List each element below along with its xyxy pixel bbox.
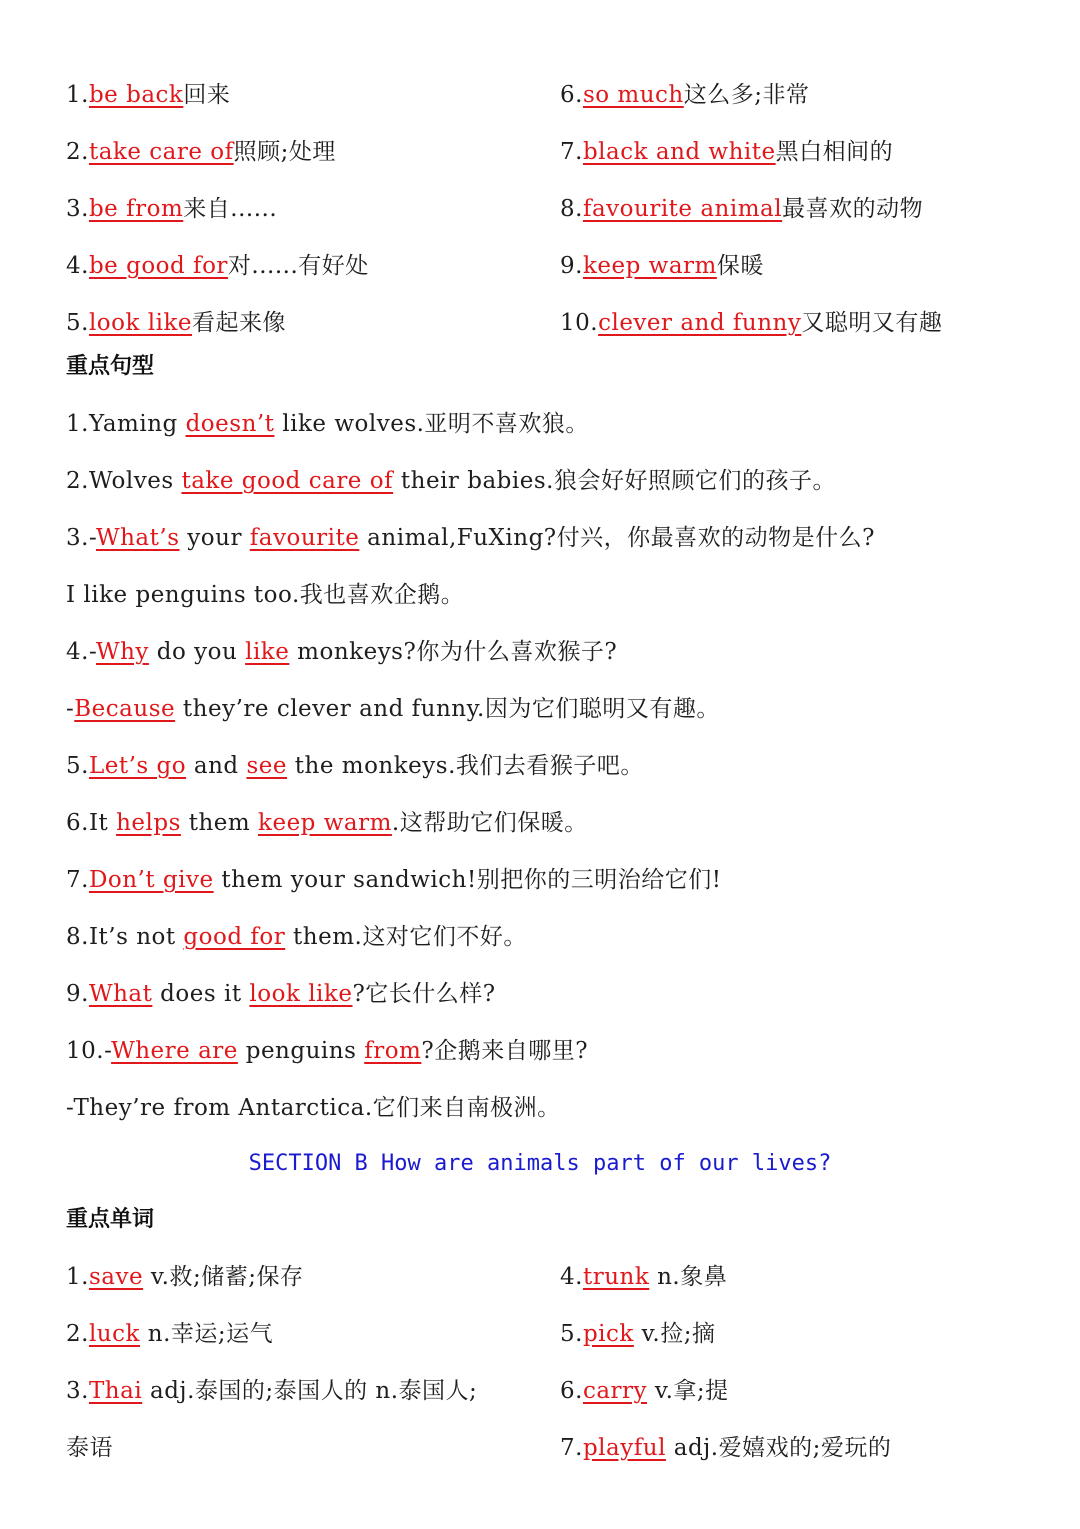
- sentence-line: [66, 1093, 561, 1123]
- sentence-line: [66, 694, 720, 724]
- sentence-text: ?它长什么样?: [352, 981, 496, 1007]
- section-title: SECTION B How are animals part of our lives?: [248, 1151, 832, 1176]
- sentence-text: their babies.狼会好好照顾它们的孩子。: [393, 468, 836, 494]
- sentence-text: monkeys?你为什么喜欢猴子?: [289, 639, 618, 665]
- sentence-text: 4.-: [66, 639, 96, 665]
- answer-text: What: [88, 981, 153, 1007]
- sentence-line: [66, 580, 464, 610]
- sentence-text: 10.-: [66, 1038, 112, 1064]
- phrase-item: 4.be good for对......有好处: [66, 253, 369, 279]
- sentence-text: 8.It’s not: [66, 924, 184, 950]
- answer-text: helps: [116, 810, 181, 836]
- sentence-line: [66, 637, 617, 667]
- sentence-text: 6.It: [66, 810, 117, 836]
- phrase-item: 7.black and white黑白相间的: [560, 139, 894, 165]
- word-item-continuation: 泰语: [66, 1435, 113, 1461]
- sentence-heading: 重点句型: [66, 354, 155, 379]
- word-item: 3.Thai adj.泰国的;泰国人的 n.泰国人;: [66, 1378, 478, 1404]
- phrase-item: 6.so much这么多;非常: [560, 82, 810, 108]
- answer-text: Because: [74, 696, 176, 722]
- sentence-text: I like penguins too.我也喜欢企鹅。: [66, 582, 465, 608]
- sentence-text: 7.: [66, 867, 89, 893]
- sentence-text: penguins: [237, 1038, 365, 1064]
- sentence-text: the monkeys.我们去看猴子吧。: [286, 753, 644, 779]
- sentence-line: [66, 751, 644, 781]
- sentence-text: like wolves.亚明不喜欢狼。: [274, 411, 589, 437]
- sentence-text: they’re clever and funny.因为它们聪明又有趣。: [175, 696, 720, 722]
- sentence-text: -They’re from Antarctica.它们来自南极洲。: [66, 1095, 561, 1121]
- sentence-line: [66, 865, 721, 895]
- word-item: 5.pick v.捡;摘: [560, 1321, 716, 1347]
- answer-text: take good care of: [181, 468, 394, 494]
- answer-text: look like: [249, 981, 353, 1007]
- sentence-text: animal,FuXing?付兴，你最喜欢的动物是什么?: [359, 525, 875, 551]
- sentence-text: ?企鹅来自哪里?: [421, 1038, 589, 1064]
- word-item: 4.trunk n.象鼻: [560, 1264, 728, 1290]
- sentence-text: your: [179, 525, 250, 551]
- answer-text: Where are: [111, 1038, 238, 1064]
- sentence-text: and: [186, 753, 247, 779]
- answer-text: Don’t give: [88, 867, 214, 893]
- phrase-item: 2.take care of照顾;处理: [66, 139, 336, 165]
- word-item: 1.save v.救;储蓄;保存: [66, 1264, 304, 1290]
- sentence-line: [66, 808, 588, 838]
- sentence-text: do you: [148, 639, 246, 665]
- sentence-text: 9.: [66, 981, 89, 1007]
- phrase-item: 3.be from来自......: [66, 196, 278, 222]
- answer-text: Let’s go: [88, 753, 187, 779]
- phrase-item: 10.clever and funny又聪明又有趣: [560, 310, 943, 336]
- sentence-text: 3.-: [66, 525, 96, 551]
- answer-text: doesn’t: [185, 411, 275, 437]
- word-item: 7.playful adj.爱嬉戏的;爱玩的: [560, 1435, 892, 1461]
- answer-text: What’s: [95, 525, 180, 551]
- answer-text: from: [364, 1038, 422, 1064]
- word-item: 6.carry v.拿;提: [560, 1378, 729, 1404]
- answer-text: see: [246, 753, 287, 779]
- phrase-item: 8.favourite animal最喜欢的动物: [560, 196, 924, 222]
- phrase-item: 5.look like看起来像: [66, 310, 287, 336]
- sentence-text: them: [180, 810, 259, 836]
- sentence-text: 2.Wolves: [66, 468, 182, 494]
- sentence-line: [66, 409, 589, 439]
- answer-text: favourite: [249, 525, 360, 551]
- answer-text: like: [245, 639, 290, 665]
- sentence-text: them your sandwich!别把你的三明治给它们!: [213, 867, 722, 893]
- sentence-line: [66, 922, 527, 952]
- sentence-line: [66, 979, 496, 1009]
- answer-text: keep warm: [258, 810, 392, 836]
- sentence-line: [66, 1036, 588, 1066]
- phrase-item: 9.keep warm保暖: [560, 253, 764, 279]
- sentence-text: -: [66, 696, 75, 722]
- word-heading: 重点单词: [66, 1207, 155, 1232]
- sentence-line: [66, 523, 875, 553]
- sentence-text: 1.Yaming: [66, 411, 186, 437]
- answer-text: good for: [183, 924, 286, 950]
- sentence-text: 5.: [66, 753, 89, 779]
- sentence-text: .这帮助它们保暖。: [391, 810, 588, 836]
- phrase-item: 1.be back回来: [66, 82, 231, 108]
- sentence-line: [66, 466, 836, 496]
- answer-text: Why: [95, 639, 149, 665]
- word-item: 2.luck n.幸运;运气: [66, 1321, 274, 1347]
- sentence-text: them.这对它们不好。: [285, 924, 527, 950]
- sentence-text: does it: [152, 981, 250, 1007]
